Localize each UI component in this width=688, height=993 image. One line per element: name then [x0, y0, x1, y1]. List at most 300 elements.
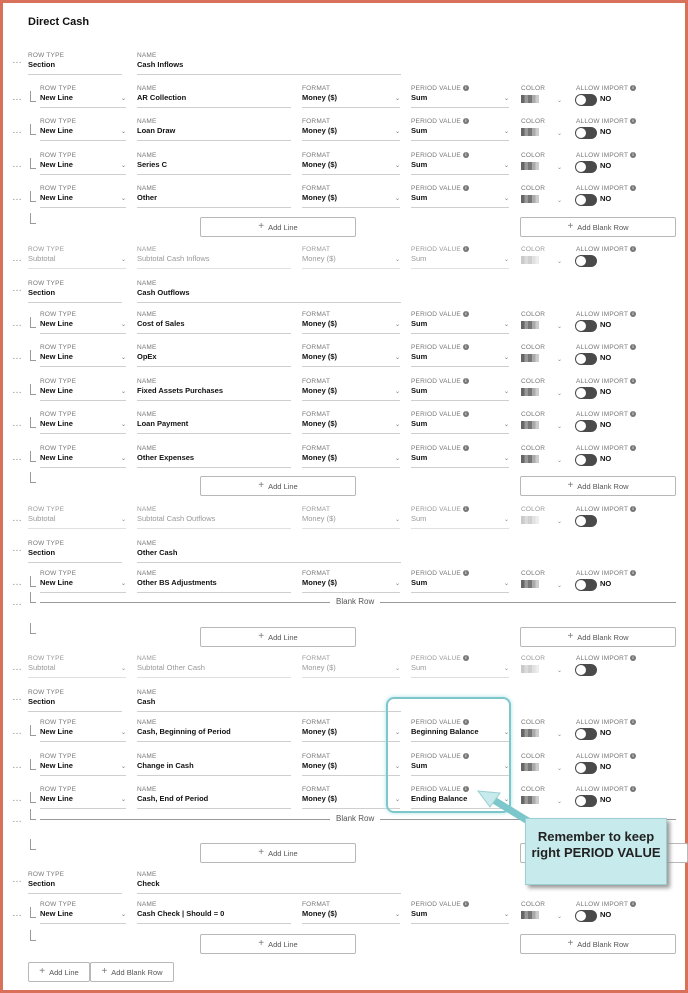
info-icon[interactable]: i [630, 570, 636, 576]
period-value-select-value: Sum [411, 761, 428, 770]
color-label: COLOR [521, 753, 546, 760]
info-icon[interactable]: i [630, 655, 636, 661]
name-input-value: Fixed Assets Purchases [137, 386, 224, 395]
allow-import-toggle[interactable] [575, 728, 597, 740]
format-select[interactable] [302, 127, 400, 141]
period-value-select[interactable] [411, 127, 509, 141]
info-icon[interactable]: i [630, 344, 636, 350]
name-input[interactable] [137, 454, 291, 468]
chevron-down-icon: ⌄ [120, 666, 126, 672]
allow-import-toggle[interactable] [575, 255, 597, 267]
color-swatch[interactable] [521, 321, 539, 329]
name-input[interactable] [137, 127, 291, 141]
format-select-label: FORMAT [302, 185, 331, 192]
row-type-select-value: New Line [40, 578, 73, 587]
info-icon[interactable]: i [463, 445, 469, 451]
row-connector-elbow [30, 592, 36, 603]
chevron-down-icon: ⌄ [394, 422, 400, 428]
row-type-select-value: New Line [40, 193, 73, 202]
row-type-select[interactable] [40, 579, 126, 593]
name-input-value: Series C [137, 160, 168, 169]
name-input-value: Other Expenses [137, 453, 195, 462]
row-type-select-value: New Line [40, 453, 73, 462]
blank-row-label: Blank Row [330, 597, 380, 606]
allow-import-label: ALLOW IMPORT i [576, 344, 636, 351]
name-input[interactable] [137, 387, 291, 401]
drag-handle-icon[interactable]: … [12, 793, 23, 804]
color-label: COLOR [521, 506, 546, 513]
format-select-label: FORMAT [302, 85, 331, 92]
drag-handle-icon[interactable]: … [12, 159, 23, 170]
row-type-select[interactable] [40, 320, 126, 334]
name-input-label: NAME [137, 378, 157, 385]
format-select-value: Money ($) [302, 761, 338, 770]
name-input-label: NAME [137, 570, 157, 577]
row-type-select[interactable] [28, 549, 122, 563]
color-swatch[interactable] [521, 354, 539, 362]
format-select[interactable] [302, 94, 400, 108]
row-type-select-value: Subtotal [28, 663, 56, 672]
row-type-select[interactable] [40, 762, 126, 776]
color-label: COLOR [521, 311, 546, 318]
format-select-value: Money ($) [302, 909, 338, 918]
info-icon[interactable]: i [630, 185, 636, 191]
format-select [302, 255, 400, 269]
drag-handle-icon[interactable]: … [12, 908, 23, 919]
format-select-value: Money ($) [302, 93, 338, 102]
add-blank-row-button[interactable] [520, 627, 676, 647]
info-icon[interactable]: i [630, 506, 636, 512]
drag-handle-icon[interactable]: … [12, 597, 23, 608]
row-type-select-label: ROW TYPE [40, 344, 77, 351]
row-type-select[interactable] [40, 454, 126, 468]
color-label: COLOR [521, 655, 546, 662]
row-type-select-label: ROW TYPE [40, 901, 77, 908]
drag-handle-icon[interactable]: … [12, 92, 23, 103]
format-select-value: Money ($) [302, 319, 338, 328]
color-swatch [521, 665, 539, 673]
info-icon[interactable]: i [463, 118, 469, 124]
chevron-down-icon: ⌄ [503, 912, 509, 918]
drag-handle-icon[interactable]: … [12, 418, 23, 429]
allow-import-label: ALLOW IMPORT i [576, 570, 636, 577]
color-swatch[interactable] [521, 580, 539, 588]
add-line-label: Add Line [268, 939, 298, 949]
format-select-value: Money ($) [302, 126, 338, 135]
allow-import-toggle[interactable] [575, 353, 597, 365]
color-swatch[interactable] [521, 95, 539, 103]
format-select-value: Money ($) [302, 386, 338, 395]
info-icon[interactable]: i [463, 655, 469, 661]
period-value-select-value: Sum [411, 909, 428, 918]
color-swatch[interactable] [521, 128, 539, 136]
row-type-select[interactable] [28, 880, 122, 894]
add-line-button[interactable] [200, 217, 356, 237]
color-label: COLOR [521, 786, 546, 793]
name-input[interactable] [137, 762, 291, 776]
format-select[interactable] [302, 353, 400, 367]
period-value-select-label: PERIOD VALUE i [411, 570, 469, 577]
info-icon[interactable]: i [630, 901, 636, 907]
row-type-select[interactable] [40, 728, 126, 742]
allow-import-label: ALLOW IMPORT i [576, 85, 636, 92]
allow-import-label: ALLOW IMPORT i [576, 901, 636, 908]
format-select-label: FORMAT [302, 753, 331, 760]
row-type-select-value: Section [28, 60, 56, 69]
name-input[interactable] [137, 728, 291, 742]
info-icon[interactable]: i [463, 570, 469, 576]
period-value-select[interactable] [411, 387, 509, 401]
name-input-value: Cash, Beginning of Period [137, 727, 231, 736]
period-value-select-value: Sum [411, 319, 428, 328]
add-blank-row-label: Add Blank Row [577, 222, 629, 232]
info-icon[interactable]: i [630, 753, 636, 759]
name-input[interactable] [137, 161, 291, 175]
period-value-select[interactable] [411, 94, 509, 108]
drag-handle-icon[interactable]: … [12, 283, 23, 294]
name-input[interactable] [137, 194, 291, 208]
name-input-label: NAME [137, 540, 157, 547]
drag-handle-icon[interactable]: … [12, 253, 23, 264]
row-type-select-value: New Line [40, 419, 73, 428]
row-type-select-value: Section [28, 879, 56, 888]
row-type-select[interactable] [40, 910, 126, 924]
allow-import-toggle[interactable] [575, 387, 597, 399]
format-select-value: Money ($) [302, 193, 338, 202]
period-value-select-value: Sum [411, 254, 427, 263]
chevron-down-icon: ⌄ [557, 519, 563, 525]
allow-import-label: ALLOW IMPORT i [576, 506, 636, 513]
chevron-down-icon: ⌄ [557, 131, 563, 137]
color-swatch[interactable] [521, 162, 539, 170]
info-icon[interactable]: i [630, 719, 636, 725]
add-line-button[interactable] [200, 476, 356, 496]
allow-import-label: ALLOW IMPORT i [576, 152, 636, 159]
color-swatch[interactable] [521, 388, 539, 396]
add-blank-row-button[interactable] [520, 217, 676, 237]
chevron-down-icon: ⌄ [120, 730, 126, 736]
name-input [137, 515, 291, 529]
row-connector-elbow [30, 576, 36, 587]
chevron-down-icon: ⌄ [394, 517, 400, 523]
drag-handle-icon[interactable]: … [12, 874, 23, 885]
name-input-label: NAME [137, 655, 157, 662]
period-value-select[interactable] [411, 454, 509, 468]
info-icon[interactable]: i [630, 152, 636, 158]
chevron-down-icon: ⌄ [394, 355, 400, 361]
color-label: COLOR [521, 185, 546, 192]
allow-import-value: NO [600, 320, 612, 329]
period-value-select-label: PERIOD VALUE i [411, 185, 469, 192]
info-icon[interactable]: i [630, 411, 636, 417]
drag-handle-icon[interactable]: … [12, 692, 23, 703]
chevron-down-icon: ⌄ [503, 96, 509, 102]
info-icon[interactable]: i [463, 311, 469, 317]
drag-handle-icon[interactable]: … [12, 543, 23, 554]
chevron-down-icon: ⌄ [557, 914, 563, 920]
row-type-select[interactable] [40, 194, 126, 208]
row-type-select-value: New Line [40, 727, 73, 736]
allow-import-toggle[interactable] [575, 515, 597, 527]
drag-handle-icon[interactable]: … [12, 814, 23, 825]
period-value-select[interactable] [411, 420, 509, 434]
row-type-select-label: ROW TYPE [28, 871, 65, 878]
info-icon[interactable]: i [463, 152, 469, 158]
row-type-select-label: ROW TYPE [28, 655, 65, 662]
name-input[interactable] [137, 94, 291, 108]
row-type-select-label: ROW TYPE [40, 311, 77, 318]
name-input-value: Change in Cash [137, 761, 194, 770]
chevron-down-icon: ⌄ [394, 456, 400, 462]
drag-handle-icon[interactable]: … [12, 513, 23, 524]
plus-icon: + [567, 480, 574, 491]
drag-handle-icon[interactable]: … [12, 318, 23, 329]
allow-import-toggle[interactable] [575, 910, 597, 922]
drag-handle-icon[interactable]: … [12, 662, 23, 673]
format-select-value: Money ($) [302, 254, 336, 263]
color-swatch[interactable] [521, 729, 539, 737]
row-type-select-label: ROW TYPE [40, 152, 77, 159]
format-select[interactable] [302, 579, 400, 593]
name-input[interactable] [137, 289, 401, 303]
allow-import-toggle[interactable] [575, 94, 597, 106]
footer-add-blank-row-button[interactable] [90, 962, 174, 982]
row-type-select-label: ROW TYPE [40, 753, 77, 760]
add-blank-row-button[interactable] [520, 934, 676, 954]
drag-handle-icon[interactable]: … [12, 726, 23, 737]
allow-import-toggle[interactable] [575, 161, 597, 173]
info-icon[interactable]: i [463, 786, 469, 792]
color-label: COLOR [521, 901, 546, 908]
chevron-down-icon: ⌄ [120, 581, 126, 587]
chevron-down-icon: ⌄ [394, 257, 400, 263]
footer-add-line-button[interactable] [28, 962, 90, 982]
row-type-select-value: New Line [40, 352, 73, 361]
name-input-label: NAME [137, 506, 157, 513]
format-select-label: FORMAT [302, 445, 331, 452]
allow-import-toggle[interactable] [575, 127, 597, 139]
drag-handle-icon[interactable]: … [12, 55, 23, 66]
add-line-button[interactable] [200, 843, 356, 863]
name-input-value: Cash Inflows [137, 60, 184, 69]
info-icon[interactable]: i [463, 185, 469, 191]
period-value-select-label: PERIOD VALUE i [411, 311, 469, 318]
info-icon[interactable]: i [463, 719, 469, 725]
row-type-select-label: ROW TYPE [40, 378, 77, 385]
info-icon[interactable]: i [463, 506, 469, 512]
name-input-value: Other Cash [137, 548, 178, 557]
row-type-select-value: New Line [40, 93, 73, 102]
chevron-down-icon: ⌄ [120, 912, 126, 918]
format-select[interactable] [302, 320, 400, 334]
allow-import-label: ALLOW IMPORT i [576, 185, 636, 192]
info-icon[interactable]: i [630, 85, 636, 91]
allow-import-label: ALLOW IMPORT i [576, 246, 636, 253]
drag-handle-icon[interactable]: … [12, 351, 23, 362]
color-label: COLOR [521, 378, 546, 385]
chevron-down-icon: ⌄ [503, 797, 509, 803]
allow-import-toggle[interactable] [575, 579, 597, 591]
format-select-value: Money ($) [302, 663, 336, 672]
allow-import-toggle[interactable] [575, 762, 597, 774]
format-select[interactable] [302, 387, 400, 401]
name-input-label: NAME [137, 185, 157, 192]
info-icon[interactable]: i [463, 753, 469, 759]
format-select-label: FORMAT [302, 506, 331, 513]
drag-handle-icon[interactable]: … [12, 577, 23, 588]
row-type-select[interactable] [28, 61, 122, 75]
chevron-down-icon: ⌄ [557, 259, 563, 265]
row-type-select[interactable] [40, 795, 126, 809]
row-connector-elbow [30, 384, 36, 395]
row-type-select[interactable] [40, 94, 126, 108]
info-icon[interactable]: i [630, 445, 636, 451]
row-type-select-label: ROW TYPE [40, 445, 77, 452]
info-icon[interactable]: i [463, 411, 469, 417]
name-input-label: NAME [137, 152, 157, 159]
allow-import-label: ALLOW IMPORT i [576, 786, 636, 793]
allow-import-value: NO [600, 353, 612, 362]
name-input[interactable] [137, 579, 291, 593]
color-label: COLOR [521, 118, 546, 125]
row-type-select[interactable] [40, 127, 126, 141]
allow-import-value: NO [600, 910, 612, 919]
row-type-select[interactable] [40, 161, 126, 175]
name-input-value: Cash Check | Should = 0 [137, 909, 225, 918]
period-value-select-label: PERIOD VALUE i [411, 445, 469, 452]
format-select[interactable] [302, 161, 400, 175]
period-value-select[interactable] [411, 320, 509, 334]
chevron-down-icon: ⌄ [557, 165, 563, 171]
chevron-down-icon: ⌄ [557, 357, 563, 363]
info-icon[interactable]: i [463, 344, 469, 350]
row-connector-elbow [30, 158, 36, 169]
period-value-select-label: PERIOD VALUE i [411, 246, 469, 253]
drag-handle-icon[interactable]: … [12, 760, 23, 771]
format-select-value: Money ($) [302, 419, 338, 428]
color-swatch[interactable] [521, 421, 539, 429]
chevron-down-icon: ⌄ [120, 517, 126, 523]
name-input-label: NAME [137, 901, 157, 908]
row-connector-elbow [30, 623, 36, 634]
row-type-select[interactable] [40, 420, 126, 434]
name-input[interactable] [137, 420, 291, 434]
name-input[interactable] [137, 698, 401, 712]
row-connector-elbow [30, 191, 36, 202]
name-input[interactable] [137, 353, 291, 367]
drag-handle-icon[interactable]: … [12, 192, 23, 203]
add-blank-row-label: Add Blank Row [577, 632, 629, 642]
row-type-select [28, 515, 126, 529]
period-value-select-value: Beginning Balance [411, 727, 479, 736]
allow-import-value: NO [600, 420, 612, 429]
period-value-select[interactable] [411, 161, 509, 175]
name-input-label: NAME [137, 344, 157, 351]
add-line-label: Add Line [49, 967, 79, 977]
chevron-down-icon: ⌄ [503, 257, 509, 263]
period-value-select[interactable] [411, 194, 509, 208]
allow-import-value: NO [600, 795, 612, 804]
allow-import-toggle[interactable] [575, 664, 597, 676]
period-value-select-value: Sum [411, 126, 428, 135]
chevron-down-icon: ⌄ [120, 456, 126, 462]
format-select-label: FORMAT [302, 786, 331, 793]
name-input[interactable] [137, 795, 291, 809]
color-swatch [521, 256, 539, 264]
info-icon[interactable]: i [630, 118, 636, 124]
row-connector-elbow [30, 759, 36, 770]
info-icon[interactable]: i [630, 378, 636, 384]
name-input-label: NAME [137, 118, 157, 125]
format-select-label: FORMAT [302, 311, 331, 318]
format-select[interactable] [302, 194, 400, 208]
period-value-select-value: Sum [411, 160, 428, 169]
drag-handle-icon[interactable]: … [12, 125, 23, 136]
format-select[interactable] [302, 420, 400, 434]
info-icon[interactable]: i [463, 378, 469, 384]
period-value-select[interactable] [411, 910, 509, 924]
drag-handle-icon[interactable]: … [12, 385, 23, 396]
row-type-select[interactable] [40, 387, 126, 401]
info-icon[interactable]: i [463, 901, 469, 907]
allow-import-toggle[interactable] [575, 194, 597, 206]
info-icon[interactable]: i [463, 85, 469, 91]
row-type-select[interactable] [28, 698, 122, 712]
allow-import-toggle[interactable] [575, 795, 597, 807]
period-value-select[interactable] [411, 353, 509, 367]
format-select-label: FORMAT [302, 655, 331, 662]
row-connector-elbow [30, 213, 36, 224]
color-swatch[interactable] [521, 195, 539, 203]
row-connector-elbow [30, 792, 36, 803]
add-blank-row-button[interactable] [520, 476, 676, 496]
name-input[interactable] [137, 61, 401, 75]
allow-import-label: ALLOW IMPORT i [576, 311, 636, 318]
plus-icon: + [258, 847, 265, 858]
chevron-down-icon: ⌄ [557, 799, 563, 805]
info-icon[interactable]: i [630, 246, 636, 252]
info-icon[interactable]: i [630, 786, 636, 792]
allow-import-toggle[interactable] [575, 320, 597, 332]
format-select[interactable] [302, 454, 400, 468]
name-input[interactable] [137, 880, 401, 894]
period-value-select-label: PERIOD VALUE i [411, 378, 469, 385]
allow-import-toggle[interactable] [575, 454, 597, 466]
info-icon[interactable]: i [630, 311, 636, 317]
name-input[interactable] [137, 910, 291, 924]
row-type-select[interactable] [28, 289, 122, 303]
period-value-select-label: PERIOD VALUE i [411, 655, 469, 662]
color-swatch[interactable] [521, 455, 539, 463]
info-icon[interactable]: i [463, 246, 469, 252]
add-line-button[interactable] [200, 934, 356, 954]
drag-handle-icon[interactable]: … [12, 452, 23, 463]
row-type-select-label: ROW TYPE [40, 719, 77, 726]
period-value-select[interactable] [411, 579, 509, 593]
chevron-down-icon: ⌄ [394, 581, 400, 587]
row-type-select[interactable] [40, 353, 126, 367]
allow-import-toggle[interactable] [575, 420, 597, 432]
format-select[interactable] [302, 910, 400, 924]
name-input[interactable] [137, 549, 401, 563]
color-swatch[interactable] [521, 911, 539, 919]
name-input [137, 664, 291, 678]
add-line-button[interactable] [200, 627, 356, 647]
plus-icon: + [567, 221, 574, 232]
name-input[interactable] [137, 320, 291, 334]
color-swatch[interactable] [521, 763, 539, 771]
chevron-down-icon: ⌄ [503, 163, 509, 169]
